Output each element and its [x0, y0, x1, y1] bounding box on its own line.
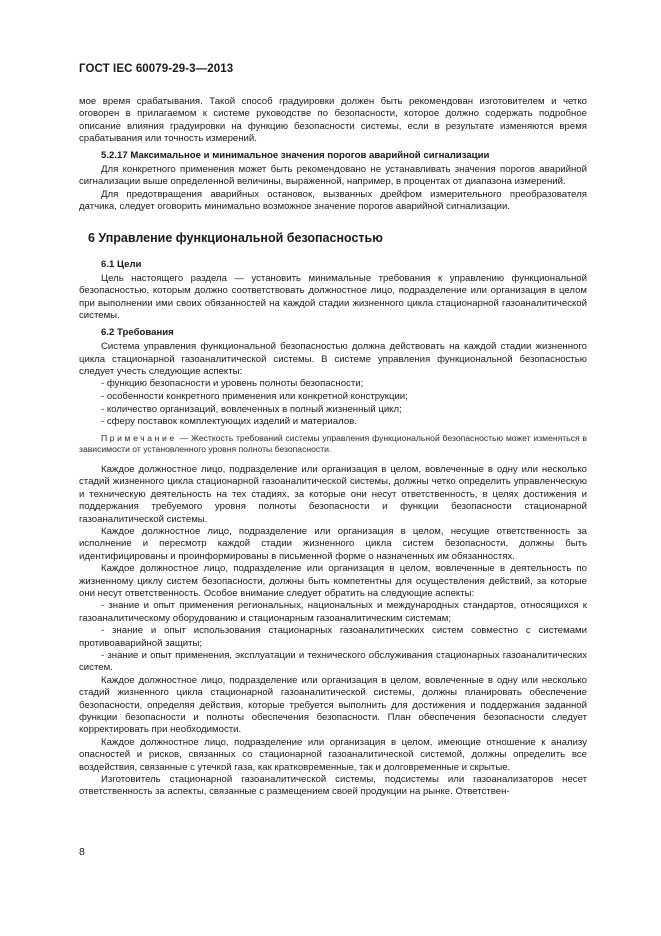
paragraph: Для конкретного применения может быть рекомендовано не устанавливать значения порогов аварийной сигнализации выше определенной величины, выраженной, например, в процентах от диапазона измерений.: [79, 164, 587, 188]
paragraph: Для предотвращения аварийных остановок, вызванных дрейфом измерительного преобразователя датчика, следует оговорить минимально возможное значение порогов аварийной сигнализации.: [79, 188, 587, 213]
intro-paragraph: мое время срабатывания. Такой способ градуировки должен быть рекомендован изготовителем и четко оговорен в прилагаемом к системе руководстве по безопасности, которое должно содержать подробное описание влияния градуировки на функцию безопасности системы, если в результате изменяются время срабатывания или точность измерений.: [79, 96, 587, 145]
document-page: [79, 62, 587, 799]
note: [79, 433, 587, 456]
paragraph: - знание и опыт использования стационарных газоаналитических систем совместно с системами противоаварийной защиты;: [79, 625, 587, 649]
document-header: ГОСТ IEC 60079-29-3—2013: [79, 63, 234, 75]
list-item: - особенности конкретного применения или конкретной конструкции;: [101, 390, 408, 402]
note-text: — Жесткость требований системы управления функциональной безопасностью может изменяться в зависимости от установленного уровня полноты безопасности.: [79, 432, 587, 455]
paragraph: - знание и опыт применения, эксплуатации и технического обслуживания стационарных газоаналитических систем.: [79, 649, 587, 674]
page-number: 8: [79, 846, 85, 858]
section-6-title: 6 Управление функциональной безопасностью: [88, 230, 383, 245]
paragraph: Каждое должностное лицо, подразделение или организация в целом, несущие ответственность за исполнение и пересмотр каждой стадии жизненного цикла систем безопасности, должны быть идентифицированы и проинформированы в письменной форме о назначенных им обязанностях.: [79, 525, 587, 562]
paragraph: Каждое должностное лицо, подразделение или организация в целом, вовлеченные в одну или несколько стадий жизненного цикла стационарной газоаналитической системы, должны четко определить управленческую и техническую деятельность на тех стадиях, за которые они несут ответственность, в целях достижения и поддержания требуемого уровня полноты безопасности и функции безопасности стационарной газоаналитической системы.: [79, 463, 587, 525]
subsection-6-2-title: 6.2 Требования: [101, 326, 174, 338]
paragraph: Каждое должностное лицо, подразделение или организация в целом, вовлеченные в деятельность по жизненному циклу систем безопасности, должны быть компетентны для осуществления действий, за которые они несут ответственность. Особое внимание следует обратить на следующие аспекты:: [79, 563, 587, 599]
list-item: - функцию безопасности и уровень полноты безопасности;: [101, 378, 364, 390]
list-item: - сферу поставок комплектующих изделий и материалов.: [101, 416, 357, 428]
paragraph: Каждое должностное лицо, подразделение или организация в целом, имеющие отношение к анализу опасностей и рисков, связанных со стационарной газоаналитической системой, должны определить все воздействия, связанные с утечкой газа, как кратковременные, так и долговременные и скрытые.: [79, 736, 587, 773]
note-label: Примечание: [101, 432, 177, 443]
paragraph: Система управления функциональной безопасностью должна действовать на каждой стадии жизненного цикла стационарной газоаналитической системы. В системе управления функциональной безопасностью следует учесть следующие аспекты:: [79, 341, 587, 377]
paragraph: Каждое должностное лицо, подразделение или организация в целом, вовлеченные в одну или несколько стадий жизненного цикла стационарной газоаналитической системы, должны планировать обеспечение безопасности, определяя действия, которые требуется выполнить для достижения и поддержания заданной функции безопасности и полноты обеспечения безопасности. План обеспечения безопасности следует корректировать при необходимости.: [79, 674, 587, 736]
paragraph: - знание и опыт применения региональных, национальных и международных стандартов, относящихся к газоаналитическому оборудованию и стационарным газоаналитическим системам;: [79, 600, 587, 624]
subsection-6-1-title: 6.1 Цели: [101, 258, 142, 270]
list-item: - количество организаций, вовлеченных в полный жизненный цикл;: [101, 403, 402, 415]
aspects-list: [79, 378, 587, 428]
paragraph: Изготовитель стационарной газоаналитической системы, подсистемы или газоанализаторов несет ответственность за аспекты, связанные с размещением своей продукции на рынке. Ответствен-: [79, 774, 587, 798]
paragraph: Цель настоящего раздела — установить минимальные требования к управлению функциональной безопасностью, которым должно соответствовать должностное лицо, подразделение или организация в целом при выполнении ими своих обязанностей на каждой стадии жизненного цикла стационарной газоаналитической системы.: [79, 273, 587, 322]
subsection-5-2-17-title: 5.2.17 Максимальное и минимальное значения порогов аварийной сигнализации: [101, 149, 490, 161]
